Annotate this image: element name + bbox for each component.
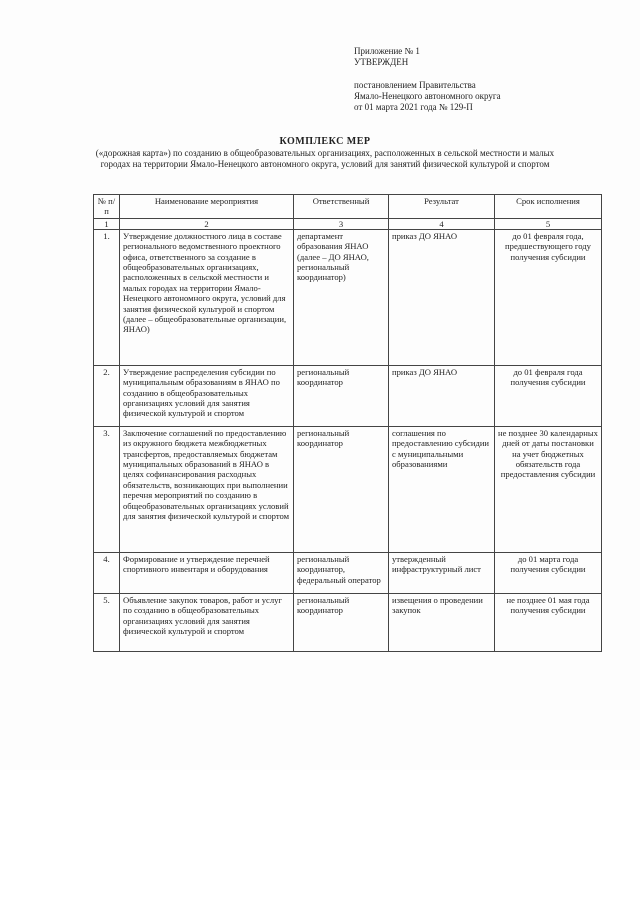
row-number: 1. [94, 229, 120, 365]
approved-label: УТВЕРЖДЕН [354, 57, 409, 67]
table-row [94, 426, 602, 552]
responsible-party: региональный координатор [294, 426, 389, 552]
row-number: 2. [94, 365, 120, 426]
row-number: 5. [94, 593, 120, 651]
column-number: 2 [120, 218, 294, 229]
header-number: № п/п [94, 195, 120, 219]
column-number: 5 [495, 218, 602, 229]
header-deadline: Срок исполнения [495, 195, 602, 219]
activity-name: Формирование и утверждение перечней спортивного инвентаря и оборудования [120, 552, 294, 593]
column-number: 4 [389, 218, 495, 229]
government-name: Ямало-Ненецкого автономного округа [354, 91, 501, 101]
appendix-number: Приложение № 1 [354, 46, 420, 56]
responsible-party: региональный координатор [294, 593, 389, 651]
table-row [94, 229, 602, 365]
resolution-date: от 01 марта 2021 года № 129-П [354, 102, 473, 112]
column-number: 3 [294, 218, 389, 229]
column-number-row [94, 218, 602, 229]
document-title-block [90, 136, 560, 170]
responsible-party: региональный координатор, федеральный оператор [294, 552, 389, 593]
header-result: Результат [389, 195, 495, 219]
deadline-text: до 01 февраля года получения субсидии [495, 365, 602, 426]
table-row [94, 365, 602, 426]
approval-stamp [354, 46, 614, 113]
table-row [94, 593, 602, 651]
responsible-party: департамент образования ЯНАО (далее – ДО ЯНАО, региональный координатор) [294, 229, 389, 365]
activity-name: Заключение соглашений по предоставлению из окружного бюджета межбюджетных трансфертов, предоставляемых бюджетам муниципальных образований в ЯНАО в целях софинансирования расходных обязательств, возникающих при выполнении перечня мероприятий по созданию в общеобразовательных организациях условий для занятия физической культурой и спортом [120, 426, 294, 552]
responsible-party: региональный координатор [294, 365, 389, 426]
column-number: 1 [94, 218, 120, 229]
deadline-text: до 01 февраля года, предшествующего году получения субсидии [495, 229, 602, 365]
deadline-text: не позднее 01 мая года получения субсидии [495, 593, 602, 651]
activity-name: Утверждение распределения субсидии по муниципальным образованиям в ЯНАО по созданию в общеобразовательных организациях условий для занятия физической культурой и спортом [120, 365, 294, 426]
resolution-line: постановлением Правительства [354, 80, 476, 90]
result-text: соглашения по предоставлению субсидии с муниципальными образованиями [389, 426, 495, 552]
document-subtitle: («дорожная карта») по созданию в общеобразовательных организациях, расположенных в сельской местности и малых городах на территории Ямало-Ненецкого автономного округа, условий для занятий физической культурой и спортом [95, 148, 555, 169]
result-text: приказ ДО ЯНАО [389, 365, 495, 426]
result-text: приказ ДО ЯНАО [389, 229, 495, 365]
measures-table [93, 194, 602, 652]
header-activity: Наименование мероприятия [120, 195, 294, 219]
deadline-text: не позднее 30 календарных дней от даты постановки на учет бюджетных обязательств года предоставления субсидии [495, 426, 602, 552]
table-header-row [94, 195, 602, 219]
deadline-text: до 01 марта года получения субсидии [495, 552, 602, 593]
activity-name: Утверждение должностного лица в составе регионального ведомственного проектного офиса, ответственного за создание в общеобразовательных организациях, расположенных в сельской местности и малых городах на территории Ямало-Ненецкого автономного округа, условий для занятия физической культурой и спортом (далее – общеобразовательные организации, ЯНАО) [120, 229, 294, 365]
result-text: извещения о проведении закупок [389, 593, 495, 651]
header-responsible: Ответственный [294, 195, 389, 219]
row-number: 3. [94, 426, 120, 552]
result-text: утвержденный инфраструктурный лист [389, 552, 495, 593]
activity-name: Объявление закупок товаров, работ и услуг по созданию в общеобразовательных организациях условий для занятия физической культурой и спортом [120, 593, 294, 651]
page-bottom-margin [0, 770, 640, 905]
row-number: 4. [94, 552, 120, 593]
document-title: КОМПЛЕКС МЕР [279, 136, 371, 147]
table-row [94, 552, 602, 593]
